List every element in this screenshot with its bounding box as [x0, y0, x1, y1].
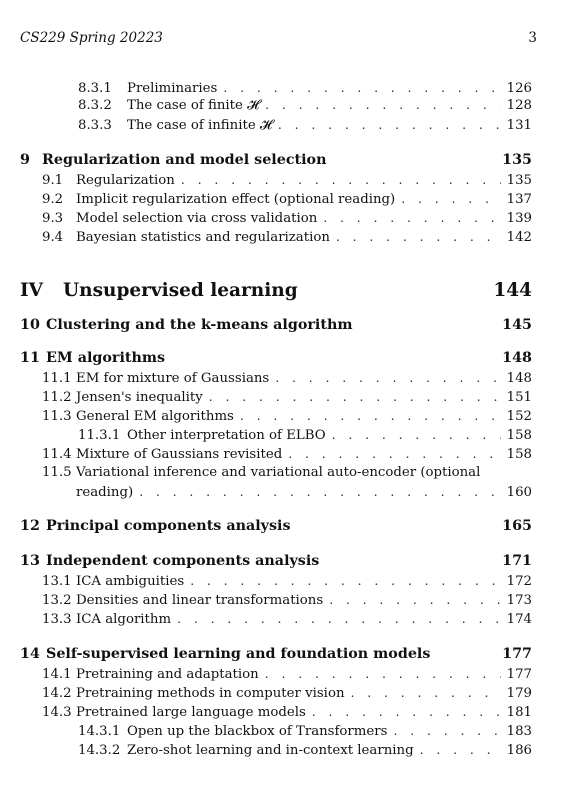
entry-page: 179 [506, 686, 532, 701]
entry-title-line1: Variational inference and variational auto-encoder (optional [76, 465, 481, 480]
toc-entry-11-3-1[interactable] [78, 427, 532, 447]
entry-number: 8.3.1 [78, 81, 112, 96]
dot-leader [278, 117, 501, 132]
entry-page: 183 [506, 724, 532, 739]
entry-page: 158 [506, 447, 532, 462]
entry-page: 126 [506, 81, 532, 96]
dot-leader [177, 611, 501, 626]
entry-title: Preliminaries [127, 81, 218, 96]
entry-page: 128 [506, 98, 532, 113]
entry-number: 9.3 [42, 211, 64, 226]
toc-entry-8-3-3[interactable] [78, 117, 532, 137]
page-number: 3 [528, 30, 537, 46]
toc-entry-8-3-2[interactable] [78, 97, 532, 117]
entry-page: 139 [506, 211, 532, 226]
chapter-title: Independent components analysis [46, 553, 320, 569]
part-number: IV [20, 280, 44, 301]
entry-number: 11.2 [42, 390, 72, 405]
entry-page: 131 [506, 118, 532, 133]
entry-number: 11.4 [42, 447, 72, 462]
entry-title: Bayesian statistics and regularization [76, 230, 330, 245]
chapter-number: 10 [20, 317, 40, 333]
entry-title: Pretraining and adaptation [76, 667, 259, 682]
entry-page: 160 [506, 485, 532, 500]
toc-entry-9-4[interactable] [42, 229, 532, 249]
dot-leader [332, 427, 501, 442]
entry-title: Pretrained large language models [76, 705, 306, 720]
chapter-page: 171 [502, 553, 532, 569]
entry-page: 181 [506, 705, 532, 720]
toc-chapter-10[interactable] [20, 317, 532, 337]
entry-title: Densities and linear transformations [76, 593, 324, 608]
entry-title: ICA ambiguities [76, 574, 185, 589]
toc-part-4[interactable] [20, 280, 532, 306]
entry-number: 11.5 [42, 465, 72, 480]
chapter-page: 148 [502, 350, 532, 366]
entry-title: Pretraining methods in computer vision [76, 686, 345, 701]
entry-number: 9.4 [42, 230, 64, 245]
entry-number: 8.3.3 [78, 118, 112, 133]
entry-page: 186 [506, 743, 532, 758]
entry-title: Model selection via cross validation [76, 211, 318, 226]
part-page: 144 [493, 280, 532, 301]
entry-number: 9.1 [42, 173, 64, 188]
entry-title: Implicit regularization effect (optional reading) [76, 192, 396, 207]
toc-entry-11-4[interactable] [42, 446, 532, 466]
entry-number: 13.3 [42, 612, 72, 627]
chapter-number: 13 [20, 553, 40, 569]
toc-chapter-9[interactable] [20, 152, 532, 172]
toc-entry-11-1[interactable] [42, 370, 532, 390]
part-title: Unsupervised learning [63, 280, 298, 301]
toc-entry-11-3[interactable] [42, 408, 532, 428]
entry-title: Regularization [76, 173, 175, 188]
entry-number: 11.3.1 [78, 428, 121, 443]
dot-leader [240, 408, 501, 423]
dot-leader [323, 210, 500, 225]
dot-leader [190, 573, 500, 588]
toc-entry-14-3-1[interactable] [78, 723, 532, 743]
entry-page: 142 [506, 230, 532, 245]
chapter-title: Clustering and the k-means algorithm [46, 317, 353, 333]
dot-leader [275, 370, 500, 385]
toc-entry-13-1[interactable] [42, 573, 532, 593]
chapter-title: EM algorithms [46, 350, 166, 366]
entry-page: 158 [506, 428, 532, 443]
entry-title: Zero-shot learning and in-context learning [127, 743, 414, 758]
entry-number: 11.3 [42, 409, 72, 424]
dot-leader [351, 685, 501, 700]
toc-entry-13-3[interactable] [42, 611, 532, 631]
toc-entry-11-2[interactable] [42, 389, 532, 409]
chapter-number: 11 [20, 350, 40, 366]
entry-title: The case of finite 𝓗 [127, 98, 260, 113]
entry-number: 13.2 [42, 593, 72, 608]
entry-number: 9.2 [42, 192, 64, 207]
entry-number: 14.2 [42, 686, 72, 701]
entry-title: Other interpretation of ELBO [127, 428, 326, 443]
entry-number: 13.1 [42, 574, 72, 589]
toc-entry-9-3[interactable] [42, 210, 532, 230]
toc-chapter-11[interactable] [20, 350, 532, 370]
entry-number: 14.3.1 [78, 724, 121, 739]
chapter-number: 12 [20, 518, 40, 534]
toc-entry-14-3[interactable] [42, 704, 532, 724]
entry-title: General EM algorithms [76, 409, 234, 424]
entry-page: 172 [506, 574, 532, 589]
toc-entry-9-2[interactable] [42, 191, 532, 211]
chapter-title: Regularization and model selection [42, 152, 327, 168]
entry-title: Open up the blackbox of Transformers [127, 724, 388, 739]
toc-entry-14-2[interactable] [42, 685, 532, 705]
chapter-title: Principal components analysis [46, 518, 291, 534]
dot-leader [265, 97, 501, 112]
toc-chapter-13[interactable] [20, 553, 532, 573]
entry-title-line2: reading) [76, 485, 134, 500]
chapter-page: 145 [502, 317, 532, 333]
entry-number: 8.3.2 [78, 98, 112, 113]
entry-page: 177 [506, 667, 532, 682]
chapter-page: 135 [502, 152, 532, 168]
entry-page: 173 [506, 593, 532, 608]
dot-leader [329, 592, 500, 607]
chapter-number: 14 [20, 646, 40, 662]
toc-entry-9-1[interactable] [42, 172, 532, 192]
entry-page: 148 [506, 371, 532, 386]
chapter-page: 165 [502, 518, 532, 534]
dot-leader [312, 704, 501, 719]
entry-number: 14.3 [42, 705, 72, 720]
chapter-page: 177 [502, 646, 532, 662]
entry-number: 11.1 [42, 371, 72, 386]
toc-entry-11-5[interactable] [42, 465, 532, 485]
dot-leader [288, 446, 500, 461]
toc-entry-13-2[interactable] [42, 592, 532, 612]
toc-entry-14-1[interactable] [42, 666, 532, 686]
dot-leader [336, 229, 501, 244]
running-header-title: CS229 Spring 20223 [20, 30, 163, 46]
entry-page: 174 [506, 612, 532, 627]
entry-number: 14.3.2 [78, 743, 121, 758]
toc-chapter-14[interactable] [20, 646, 532, 666]
entry-title: Jensen's inequality [76, 390, 203, 405]
dot-leader [181, 172, 501, 187]
chapter-number: 9 [20, 152, 30, 168]
dot-leader [223, 80, 500, 95]
entry-title: Mixture of Gaussians revisited [76, 447, 283, 462]
dot-leader [420, 742, 501, 757]
entry-title: The case of infinite 𝓗 [127, 118, 272, 133]
toc-chapter-12[interactable] [20, 518, 532, 538]
entry-page: 151 [506, 390, 532, 405]
entry-title: EM for mixture of Gaussians [76, 371, 270, 386]
entry-title: ICA algorithm [76, 612, 172, 627]
entry-page: 135 [506, 173, 532, 188]
dot-leader [265, 666, 501, 681]
entry-page: 152 [506, 409, 532, 424]
toc-entry-11-5-continued[interactable] [76, 484, 532, 504]
dot-leader [401, 191, 500, 206]
dot-leader [393, 723, 500, 738]
entry-number: 14.1 [42, 667, 72, 682]
dot-leader [139, 484, 500, 499]
dot-leader [209, 389, 501, 404]
toc-entry-14-3-2[interactable] [78, 742, 532, 762]
chapter-title: Self-supervised learning and foundation models [46, 646, 431, 662]
entry-page: 137 [506, 192, 532, 207]
